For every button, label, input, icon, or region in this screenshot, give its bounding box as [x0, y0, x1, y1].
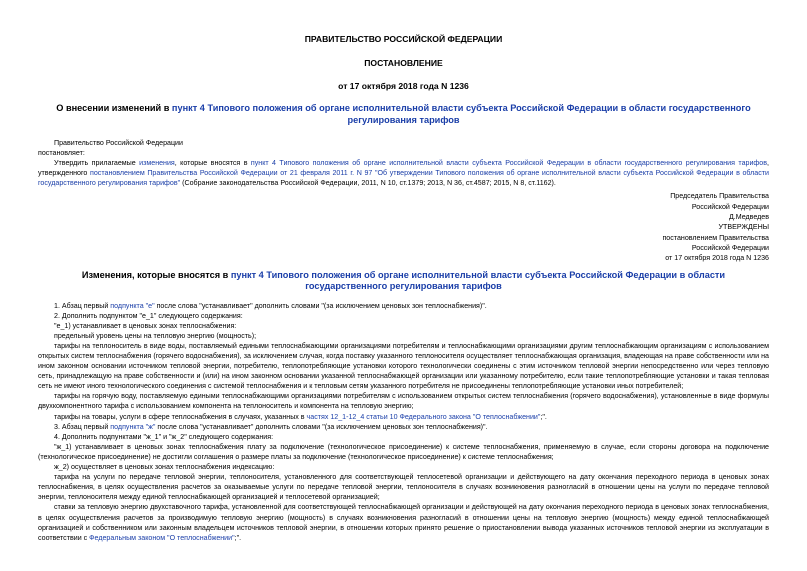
approved-line-3: Российской Федерации: [691, 243, 769, 252]
title-prefix: О внесении изменений в: [56, 103, 172, 113]
subclause-zh-link[interactable]: подпункта "ж": [110, 422, 156, 431]
signature-line-3: Д.Медведев: [728, 213, 769, 222]
approve-text-b: , которые вносятся в: [174, 159, 251, 168]
subclause-e-link[interactable]: подпункта "е": [110, 301, 155, 310]
change-7-text-a: тарифы на товары, услуги в сфере теплоснабжения в случаях, указанных в: [54, 412, 307, 421]
change-item-10: "ж_1) устанавливает в ценовых зонах теплоснабжения плату за подключение (технологическое присоединение) к системе теплоснабжения, применяемую в случае, если стороны договора на подключение (технологическое присоединение) не достигли соглашения о размере платы за подключение (технологическое присоединение) к системе теплоснабжения;: [38, 442, 769, 461]
preamble-line-2: постановляет:: [38, 149, 85, 158]
changes-title-link[interactable]: пункт 4 Типового положения об органе исполнительной власти субъекта Российской Федерации в области государственного регулирования тарифов: [230, 269, 726, 292]
change-item-13: [38, 502, 769, 542]
change-7-text-b: ;".: [540, 412, 547, 421]
change-13-text-b: ;".: [234, 533, 242, 542]
change-item-1: [38, 301, 769, 311]
change-item-4: предельный уровень цены на тепловую энергию (мощность);: [54, 331, 257, 340]
government-heading: ПРАВИТЕЛЬСТВО РОССИЙСКОЙ ФЕДЕРАЦИИ: [304, 34, 503, 44]
change-item-8: [38, 422, 769, 432]
change-item-2: 2. Дополнить подпунктом "е_1" следующего содержания:: [54, 311, 243, 320]
federal-law-link[interactable]: Федеральным законом "О теплоснабжении": [89, 533, 235, 542]
changes-title: [38, 270, 769, 293]
change-1-text-b: после слова "устанавливает" дополнить словами "(за исключением ценовых зон теплоснабжения)".: [154, 301, 487, 310]
change-item-7: [38, 412, 769, 422]
change-8-text-b: после слова "устанавливает" дополнить словами "(за исключением ценовых зон теплоснабжения)".: [155, 422, 488, 431]
law-parts-link[interactable]: частях 12_1-12_4 статьи 10 Федерального закона "О теплоснабжении": [306, 412, 541, 421]
signature-line-2: Российской Федерации: [691, 202, 769, 211]
preamble-line-1: Правительство Российской Федерации: [54, 139, 183, 147]
change-13-text-a: ставки за тепловую энергию двухставочного тарифа, установленной для соответствующей теплоснабжающей организации и действующей на дату окончания переходного периода в ценовых зонах теплоснабжения, в целях осуществления расчетов за производимую тепловую энергию (мощность) в случаях возникновения разногласий в отношении цены на тепловую энергию (мощность) между единой теплоснабжающей организацией и собственником или законным владельцем источников тепловой энергии, в отношении которых принято решение о приостановлении вывода указанных источников тепловой энергии из эксплуатации в соответствии с: [38, 503, 769, 542]
change-item-9: 4. Дополнить подпунктами "ж_1" и "ж_2" следующего содержания:: [54, 432, 274, 441]
clause-4-link[interactable]: пункт 4 Типового положения об органе исполнительной власти субъекта Российской Федерации в области государственного регулирования тарифов: [250, 159, 767, 168]
approve-paragraph: [38, 158, 769, 188]
title-link[interactable]: пункт 4 Типового положения об органе исполнительной власти субъекта Российской Федерации в области государственного регулирования тарифов: [171, 103, 751, 125]
approve-text-c: , утвержденного: [38, 159, 769, 178]
date-number-heading: от 17 октября 2018 года N 1236: [338, 81, 469, 91]
document-type-heading: ПОСТАНОВЛЕНИЕ: [364, 58, 443, 68]
approved-line-1: УТВЕРЖДЕНЫ: [718, 223, 769, 232]
change-item-12: тарифа на услуги по передаче тепловой энергии, теплоносителя, установленного для соответствующей теплосетевой организации и действующего на дату окончания переходного периода в ценовых зонах теплоснабжения, в целях осуществления расчетов за оказываемые услуги по передаче тепловой энергии, теплоносителя в случаях возникновения разногласий в отношении цены на услуги по передаче тепловой энергии, теплоносителя между единой теплоснабжающей организацией и теплосетевой организацией;: [38, 473, 769, 502]
change-item-6: тарифы на горячую воду, поставляемую едиными теплоснабжающими организациями потребителям с использованием открытых систем теплоснабжения (горячего водоснабжения), установленные в виде формулы двухкомпонентного тарифа с использованием компонента на теплоноситель и компонента на тепловую энергию;: [38, 392, 769, 411]
changes-body: [38, 301, 769, 543]
changes-title-prefix: Изменения, которые вносятся в: [81, 269, 231, 280]
approve-text-d: (Собрание законодательства Российской Федерации, 2011, N 10, ст.1379; 2013, N 36, ст.4587; 2015, N 8, ст.1162).: [180, 179, 556, 188]
approve-text-a: Утвердить прилагаемые: [54, 159, 140, 168]
change-item-5: тарифы на теплоноситель в виде воды, поставляемый едиными теплоснабжающими организациями потребителям и теплоснабжающими организациями другим теплоснабжающим организациям с использованием открытых систем теплоснабжения (горячего водоснабжения), за исключением случая, когда поставку указанного теплоносителя осуществляет теплоснабжающая организация, владеющая на праве собственности или на ином законном основании источником тепловой энергии, потребителю, теплопотребляющие установки которого технологически соединены с этим источником тепловой энергии непосредственно или через тепловую сеть, принадлежащую на праве собственности и (или) на ином законном основании указанной теплоснабжающей организации или указанному потребителю, если такие теплопотребляющие установки и такая тепловая сеть не имеют иного технологического соединения с системой теплоснабжения и к тепловым сетям указанного потребителя не присоединены теплопотребляющие установки иных потребителей;: [38, 341, 769, 391]
resolution-97-link[interactable]: постановлением Правительства Российской Федерации от 21 февраля 2011 г. N 97 "Об утверждении Типового положения об органе исполнительной власти субъекта Российской Федерации в области государственного регулирования тарифов": [38, 169, 769, 188]
change-item-11: ж_2) осуществляет в ценовых зонах теплоснабжения индексацию:: [54, 463, 275, 472]
signature-block: [38, 191, 769, 263]
approved-line-4: от 17 октября 2018 года N 1236: [665, 254, 769, 263]
resolution-title: [38, 103, 769, 126]
preamble: [38, 138, 769, 188]
changes-link[interactable]: изменения: [139, 159, 175, 168]
approved-line-2: постановлением Правительства: [662, 233, 769, 242]
change-8-text-a: 3. Абзац первый: [54, 422, 111, 431]
change-1-text-a: 1. Абзац первый: [54, 301, 111, 310]
change-item-3: "е_1) устанавливает в ценовых зонах теплоснабжения:: [54, 321, 237, 330]
signature-line-1: Председатель Правительства: [670, 192, 769, 201]
